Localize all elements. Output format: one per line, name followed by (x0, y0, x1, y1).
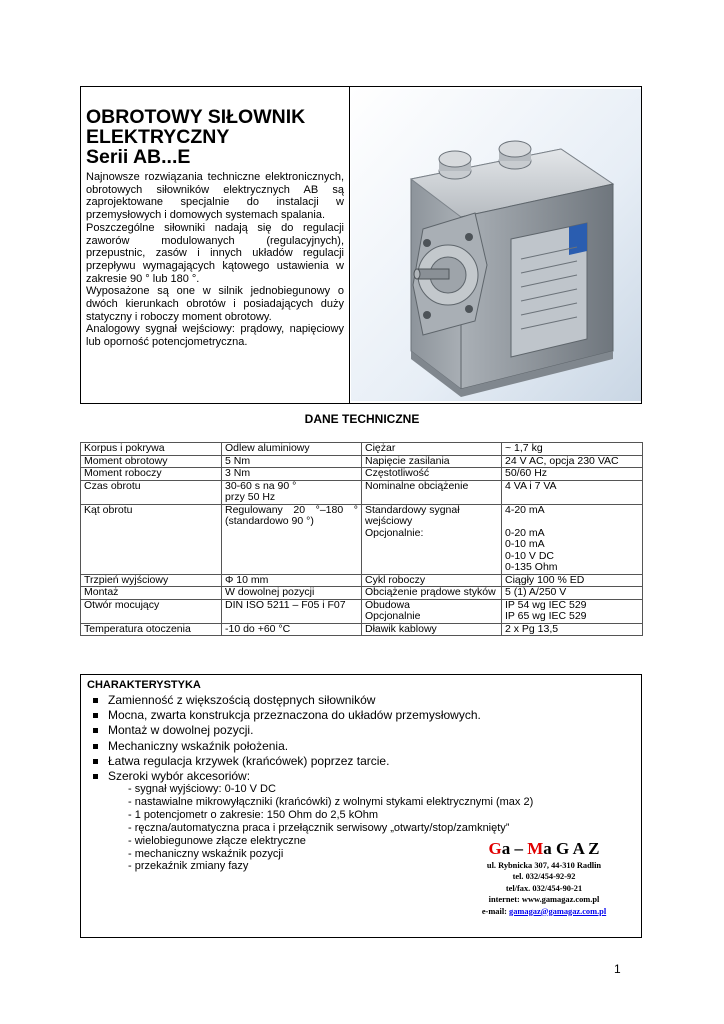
list-item-text: Mocna, zwarta konstrukcja przeznaczona do układów przemysłowych. (108, 708, 481, 723)
list-item (87, 693, 481, 708)
list-item-text: Łatwa regulacja krzywek (krańcówek) poprzez tarcie. (108, 753, 390, 768)
company-info (457, 838, 631, 917)
table-row (81, 480, 643, 504)
page-title (86, 107, 344, 167)
table-cell: Nominalne obciążenie (362, 480, 502, 504)
characteristics-title: CHARAKTERYSTYKA (87, 679, 201, 691)
intro-paragraph: Wyposażone są one w silnik jednobiegunowy o dwóch kierunkach obrotów i posiadających duży statyczny i roboczy moment obrotowy. (86, 285, 344, 323)
table-cell: Moment obrotowy (81, 455, 222, 468)
table-cell: Φ 10 mm (222, 574, 362, 587)
table-cell: 4-20 mA 0-20 mA 0-10 mA 0-10 V DC 0-135 Ohm (502, 504, 643, 574)
tech-section-title: DANE TECHNICZNE (304, 412, 420, 426)
table-row (81, 455, 643, 468)
table-cell: Obciążenie prądowe styków (362, 587, 502, 600)
table-cell: Montaż (81, 587, 222, 600)
characteristics-list (87, 693, 481, 784)
company-website: internet: www.gamagaz.com.pl (488, 895, 600, 905)
table-row (81, 443, 643, 456)
table-cell: Częstotliwość (362, 468, 502, 481)
table-cell: 2 x Pg 13,5 (502, 623, 643, 636)
table-cell: Kąt obrotu (81, 504, 222, 574)
characteristics-box (80, 674, 642, 938)
table-cell: Regulowany 20 °–180 ° (standardowo 90 °) (222, 504, 362, 574)
list-item-text: Montaż w dowolnej pozycji. (108, 723, 254, 738)
list-item (87, 708, 481, 723)
company-address: ul. Rybnicka 307, 44-310 Radlin (486, 861, 602, 870)
table-cell: 5 (1) A/250 V (502, 587, 643, 600)
table-cell: Moment roboczy (81, 468, 222, 481)
table-row (81, 468, 643, 481)
list-item-text: Zamienność z większością dostępnych siłowników (108, 693, 376, 707)
table-row (81, 587, 643, 600)
table-row (81, 574, 643, 587)
intro-paragraph: Poszczególne siłowniki nadają się do regulacji zaworów modulowanych (regulacyjnych), przepustnic, zasów i innych układów regulacji przepływu wymagających kątowego ustawienia w zakresie 90 ° lub 180 °. (86, 221, 344, 285)
accessory-item: - ręczna/automatyczna praca i przełącznik serwisowy „otwarty/stop/zamknięty” (128, 821, 510, 834)
accessory-item: - nastawialne mikrowyłączniki (krańcówki) z wolnymi stykami elektrycznymi (max 2) (128, 795, 534, 808)
title-line-2: ELEKTRYCZNY (86, 126, 230, 148)
header-box (80, 86, 642, 404)
accessory-item: - sygnał wyjściowy: 0-10 V DC (128, 783, 276, 795)
table-cell: 24 V AC, opcja 230 VAC (502, 455, 643, 468)
table-cell: 3 Nm (222, 468, 362, 481)
title-line-3: Serii AB...E (86, 146, 191, 168)
actuator-illustration (351, 89, 641, 401)
bullet-icon (93, 728, 98, 733)
tech-data-table (80, 442, 643, 636)
table-cell: 50/60 Hz (502, 468, 643, 481)
accessory-item: - przekaźnik zmiany fazy (128, 860, 249, 873)
table-cell: Napięcie zasilania (362, 455, 502, 468)
table-cell: ~ 1,7 kg (502, 443, 643, 456)
company-phone: tel. 032/454-92-92 (512, 872, 576, 882)
table-cell: Czas obrotu (81, 480, 222, 504)
table-cell: DIN ISO 5211 – F05 i F07 (222, 599, 362, 623)
intro-text (86, 107, 344, 349)
table-cell: 30-60 s na 90 ° przy 50 Hz (222, 480, 362, 504)
list-item (87, 723, 481, 738)
table-cell: Dławik kablowy (362, 623, 502, 636)
table-row (81, 599, 643, 623)
email-link[interactable]: gamagaz@gamagaz.com.pl (509, 906, 607, 916)
table-cell: Cykl roboczy (362, 574, 502, 587)
table-cell: Trzpień wyjściowy (81, 574, 222, 587)
accessory-item: - 1 potencjometr o zakresie: 150 Ohm do 2,5 kOhm (128, 808, 379, 821)
table-cell: Ciężar (362, 443, 502, 456)
bullet-icon (93, 774, 98, 779)
title-line-1: OBROTOWY SIŁOWNIK (86, 106, 306, 128)
table-cell: Standardowy sygnał wejściowy Opcjonalnie: (362, 504, 502, 574)
table-cell: 5 Nm (222, 455, 362, 468)
company-name: Ga – Ma G A Z (488, 839, 600, 858)
list-item-text: Mechaniczny wskaźnik położenia. (108, 738, 289, 753)
actuator-photo (351, 89, 641, 401)
list-item (87, 769, 481, 784)
tech-table-body (81, 443, 643, 636)
bullet-icon (93, 759, 98, 764)
table-cell: Ciągły 100 % ED (502, 574, 643, 587)
table-cell: IP 54 wg IEC 529 IP 65 wg IEC 529 (502, 599, 643, 623)
intro-paragraph: Analogowy sygnał wejściowy: prądowy, napięciowy lub oporność potencjometryczna. (86, 323, 344, 349)
table-row (81, 623, 643, 636)
bullet-icon (93, 744, 98, 749)
table-cell: -10 do +60 °C (222, 623, 362, 636)
page-number: 1 (614, 962, 621, 976)
table-row (81, 504, 643, 574)
table-cell: Obudowa Opcjonalnie (362, 599, 502, 623)
accessory-item: - wielobiegunowe złącze elektryczne (128, 834, 306, 847)
list-item-text: Szeroki wybór akcesoriów: (108, 769, 251, 784)
list-item (87, 754, 481, 769)
accessory-item: - mechaniczny wskaźnik pozycji (128, 847, 284, 860)
table-cell: Korpus i pokrywa (81, 443, 222, 456)
list-item (87, 739, 481, 754)
table-cell: Otwór mocujący (81, 599, 222, 623)
table-cell: Odlew aluminiowy (222, 443, 362, 456)
bullet-icon (93, 713, 98, 718)
table-cell: 4 VA i 7 VA (502, 480, 643, 504)
table-cell: Temperatura otoczenia (81, 623, 222, 636)
company-fax: tel/fax. 032/454-90-21 (505, 883, 583, 893)
header-divider (349, 87, 350, 403)
bullet-icon (93, 698, 98, 703)
table-cell: W dowolnej pozycji (222, 587, 362, 600)
intro-paragraph: Najnowsze rozwiązania techniczne elektronicznych, obrotowych siłowników elektrycznych AB są zaprojektowane specjalnie do instalacji w przemysłowych i domowych systemach spalania. (86, 171, 344, 222)
company-email: e-mail: gamagaz@gamagaz.com.pl (481, 906, 607, 916)
